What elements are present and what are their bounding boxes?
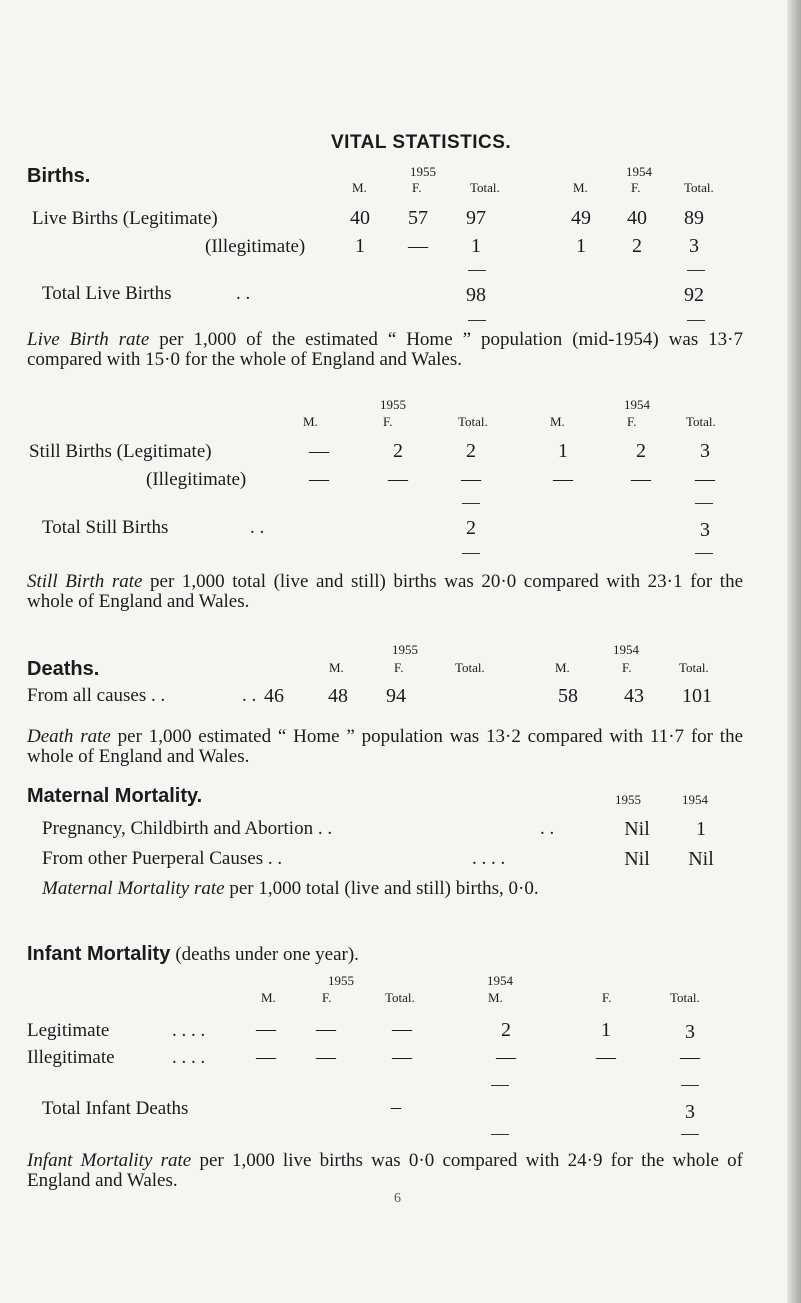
rate-text: per 1,000 total (live and still) births was 20·0 compared with 23·1 for the whole of England and Wales.	[27, 571, 744, 612]
cell: —	[680, 1046, 700, 1068]
infant-year-1955: 1955	[328, 973, 354, 988]
row-label: From other Puerperal Causes . .	[42, 848, 283, 869]
sum-rule	[462, 503, 480, 504]
infant-year-1954: 1954	[487, 973, 513, 988]
cell: 46	[264, 685, 284, 707]
rate-text: per 1,000 live births was 0·0 compared with 24·9 for the whole of England and Wales.	[27, 1150, 743, 1191]
cell: 97	[466, 207, 486, 229]
cell: —	[316, 1046, 336, 1068]
page-edge-shadow	[787, 0, 801, 1303]
still-birth-rate-paragraph	[27, 572, 743, 612]
live-birth-rate-paragraph	[27, 330, 743, 370]
total-still-births-1954: 3	[700, 519, 710, 541]
cell: —	[392, 1018, 412, 1040]
total-infant-deaths-label: Total Infant Deaths	[42, 1098, 189, 1119]
still-year-1954: 1954	[624, 397, 650, 412]
cell: —	[256, 1018, 276, 1040]
death-rate-paragraph	[27, 727, 743, 767]
cell: —	[408, 235, 428, 257]
deaths-col-total-1954: Total.	[679, 660, 709, 675]
cell: 1	[696, 818, 706, 840]
deaths-col-total-1955: Total.	[455, 660, 485, 675]
sum-rule	[687, 270, 705, 271]
deaths-col-m-1955: M.	[329, 660, 344, 675]
still-col-f-1955: F.	[383, 414, 393, 429]
deaths-year-1955: 1955	[392, 642, 418, 657]
total-live-births-label: Total Live Births	[42, 283, 172, 304]
sum-rule	[681, 1134, 699, 1135]
cell: 94	[386, 685, 406, 707]
infant-col-f-1955: F.	[322, 990, 332, 1005]
births-col-m-1955: M.	[352, 180, 367, 195]
cell: Nil	[624, 848, 650, 870]
leader-dots: . .	[250, 517, 265, 538]
births-col-m-1954: M.	[573, 180, 588, 195]
cell: 40	[350, 207, 370, 229]
cell: 1	[558, 440, 568, 462]
rate-lead: Infant Mortality rate	[27, 1150, 192, 1171]
sum-rule	[681, 1085, 699, 1086]
sum-rule	[468, 320, 486, 321]
leader-dots: . .	[236, 283, 251, 304]
infant-rate-paragraph	[27, 1151, 743, 1191]
leader-dots: . .	[540, 818, 555, 839]
cell: 2	[632, 235, 642, 257]
births-col-total-1954: Total.	[684, 180, 714, 195]
cell: Nil	[624, 818, 650, 840]
cell: 1	[471, 235, 481, 257]
sum-rule	[695, 553, 713, 554]
cell: 2	[636, 440, 646, 462]
cell: 40	[627, 207, 647, 229]
cell: 2	[466, 440, 476, 462]
cell: 2	[501, 1019, 511, 1041]
infant-col-m-1954: M.	[488, 990, 503, 1005]
total-still-births-label: Total Still Births	[42, 517, 169, 538]
births-col-total-1955: Total.	[470, 180, 500, 195]
sum-rule	[695, 503, 713, 504]
infant-heading-line	[27, 943, 359, 966]
infant-col-f-1954: F.	[602, 990, 612, 1005]
cell: —	[388, 468, 408, 490]
cell: —	[309, 468, 329, 490]
cell: —	[496, 1046, 516, 1068]
rate-text: per 1,000 estimated “ Home ” population was 13·2 compared with 11·7 for the whole of England and Wales.	[27, 726, 744, 767]
cell: 3	[685, 1021, 695, 1043]
rate-text: per 1,000 total (live and still) births, 0·0.	[229, 878, 539, 899]
cell: 101	[682, 685, 712, 707]
cell: —	[392, 1046, 412, 1068]
cell: —	[553, 468, 573, 490]
still-year-1955: 1955	[380, 397, 406, 412]
cell: 2	[393, 440, 403, 462]
cell: —	[309, 440, 329, 462]
cell: 48	[328, 685, 348, 707]
row-label: (Illegitimate)	[205, 236, 306, 257]
cell: Nil	[688, 848, 714, 870]
cell: 43	[624, 685, 644, 707]
row-label: Live Births (Legitimate)	[32, 208, 218, 229]
still-col-m-1954: M.	[550, 414, 565, 429]
total-infant-deaths-1955: –	[391, 1096, 401, 1118]
cell: 89	[684, 207, 704, 229]
row-label: (Illegitimate)	[146, 469, 247, 490]
cell: 3	[700, 440, 710, 462]
maternal-year-1954: 1954	[682, 792, 708, 807]
page-title: VITAL STATISTICS.	[331, 132, 512, 153]
still-col-m-1955: M.	[303, 414, 318, 429]
still-col-total-1955: Total.	[458, 414, 488, 429]
rate-lead: Maternal Mortality rate	[42, 878, 225, 899]
total-live-births-1954: 92	[684, 284, 704, 306]
infant-col-m-1955: M.	[261, 990, 276, 1005]
cell: 49	[571, 207, 591, 229]
infant-heading-note: (deaths under one year).	[175, 944, 359, 965]
deaths-col-f-1955: F.	[394, 660, 404, 675]
leader-dots: . . . .	[472, 848, 506, 869]
page-number: 6	[394, 1191, 401, 1206]
sum-rule	[468, 270, 486, 271]
total-live-births-1955: 98	[466, 284, 486, 306]
infant-col-total-1954: Total.	[670, 990, 700, 1005]
still-col-f-1954: F.	[627, 414, 637, 429]
cell: 58	[558, 685, 578, 707]
cell: 3	[689, 235, 699, 257]
total-infant-deaths-1954: 3	[685, 1101, 695, 1123]
infant-col-total-1955: Total.	[385, 990, 415, 1005]
deaths-col-m-1954: M.	[555, 660, 570, 675]
births-year-1955: 1955	[410, 164, 436, 179]
sum-rule	[491, 1134, 509, 1135]
deaths-col-f-1954: F.	[622, 660, 632, 675]
cell: 1	[576, 235, 586, 257]
row-label: Illegitimate	[27, 1047, 115, 1068]
cell: —	[316, 1018, 336, 1040]
cell: —	[461, 468, 481, 490]
cell: 1	[355, 235, 365, 257]
sum-rule	[491, 1085, 509, 1086]
leader-dots: . . . .	[172, 1020, 206, 1041]
rate-text: per 1,000 of the estimated “ Home ” population (mid-1954) was 13·7 compared with 15·0 for the whole of England and Wales.	[27, 329, 743, 370]
deaths-heading: Deaths.	[27, 658, 100, 680]
row-label: From all causes . .	[27, 685, 166, 706]
cell: —	[631, 468, 651, 490]
sum-rule	[462, 553, 480, 554]
rate-lead: Live Birth rate	[27, 329, 150, 350]
births-col-f-1955: F.	[412, 180, 422, 195]
births-col-f-1954: F.	[631, 180, 641, 195]
infant-heading: Infant Mortality	[27, 943, 171, 965]
rate-lead: Still Birth rate	[27, 571, 143, 592]
rate-lead: Death rate	[27, 726, 111, 747]
cell: —	[695, 468, 715, 490]
maternal-heading: Maternal Mortality.	[27, 785, 203, 807]
leader-dots: . . . .	[172, 1047, 206, 1068]
maternal-rate-paragraph	[42, 878, 539, 900]
row-label: Legitimate	[27, 1020, 110, 1041]
births-heading: Births.	[27, 165, 91, 187]
births-year-1954: 1954	[626, 164, 652, 179]
deaths-year-1954: 1954	[613, 642, 639, 657]
row-label: Still Births (Legitimate)	[29, 441, 212, 462]
sum-rule	[687, 320, 705, 321]
cell: —	[256, 1046, 276, 1068]
row-label: Pregnancy, Childbirth and Abortion . .	[42, 818, 333, 839]
still-col-total-1954: Total.	[686, 414, 716, 429]
total-still-births-1955: 2	[466, 517, 476, 539]
cell: 57	[408, 207, 428, 229]
leader-dots: . .	[242, 685, 257, 706]
cell: 1	[601, 1019, 611, 1041]
cell: —	[596, 1046, 616, 1068]
maternal-year-1955: 1955	[615, 792, 641, 807]
